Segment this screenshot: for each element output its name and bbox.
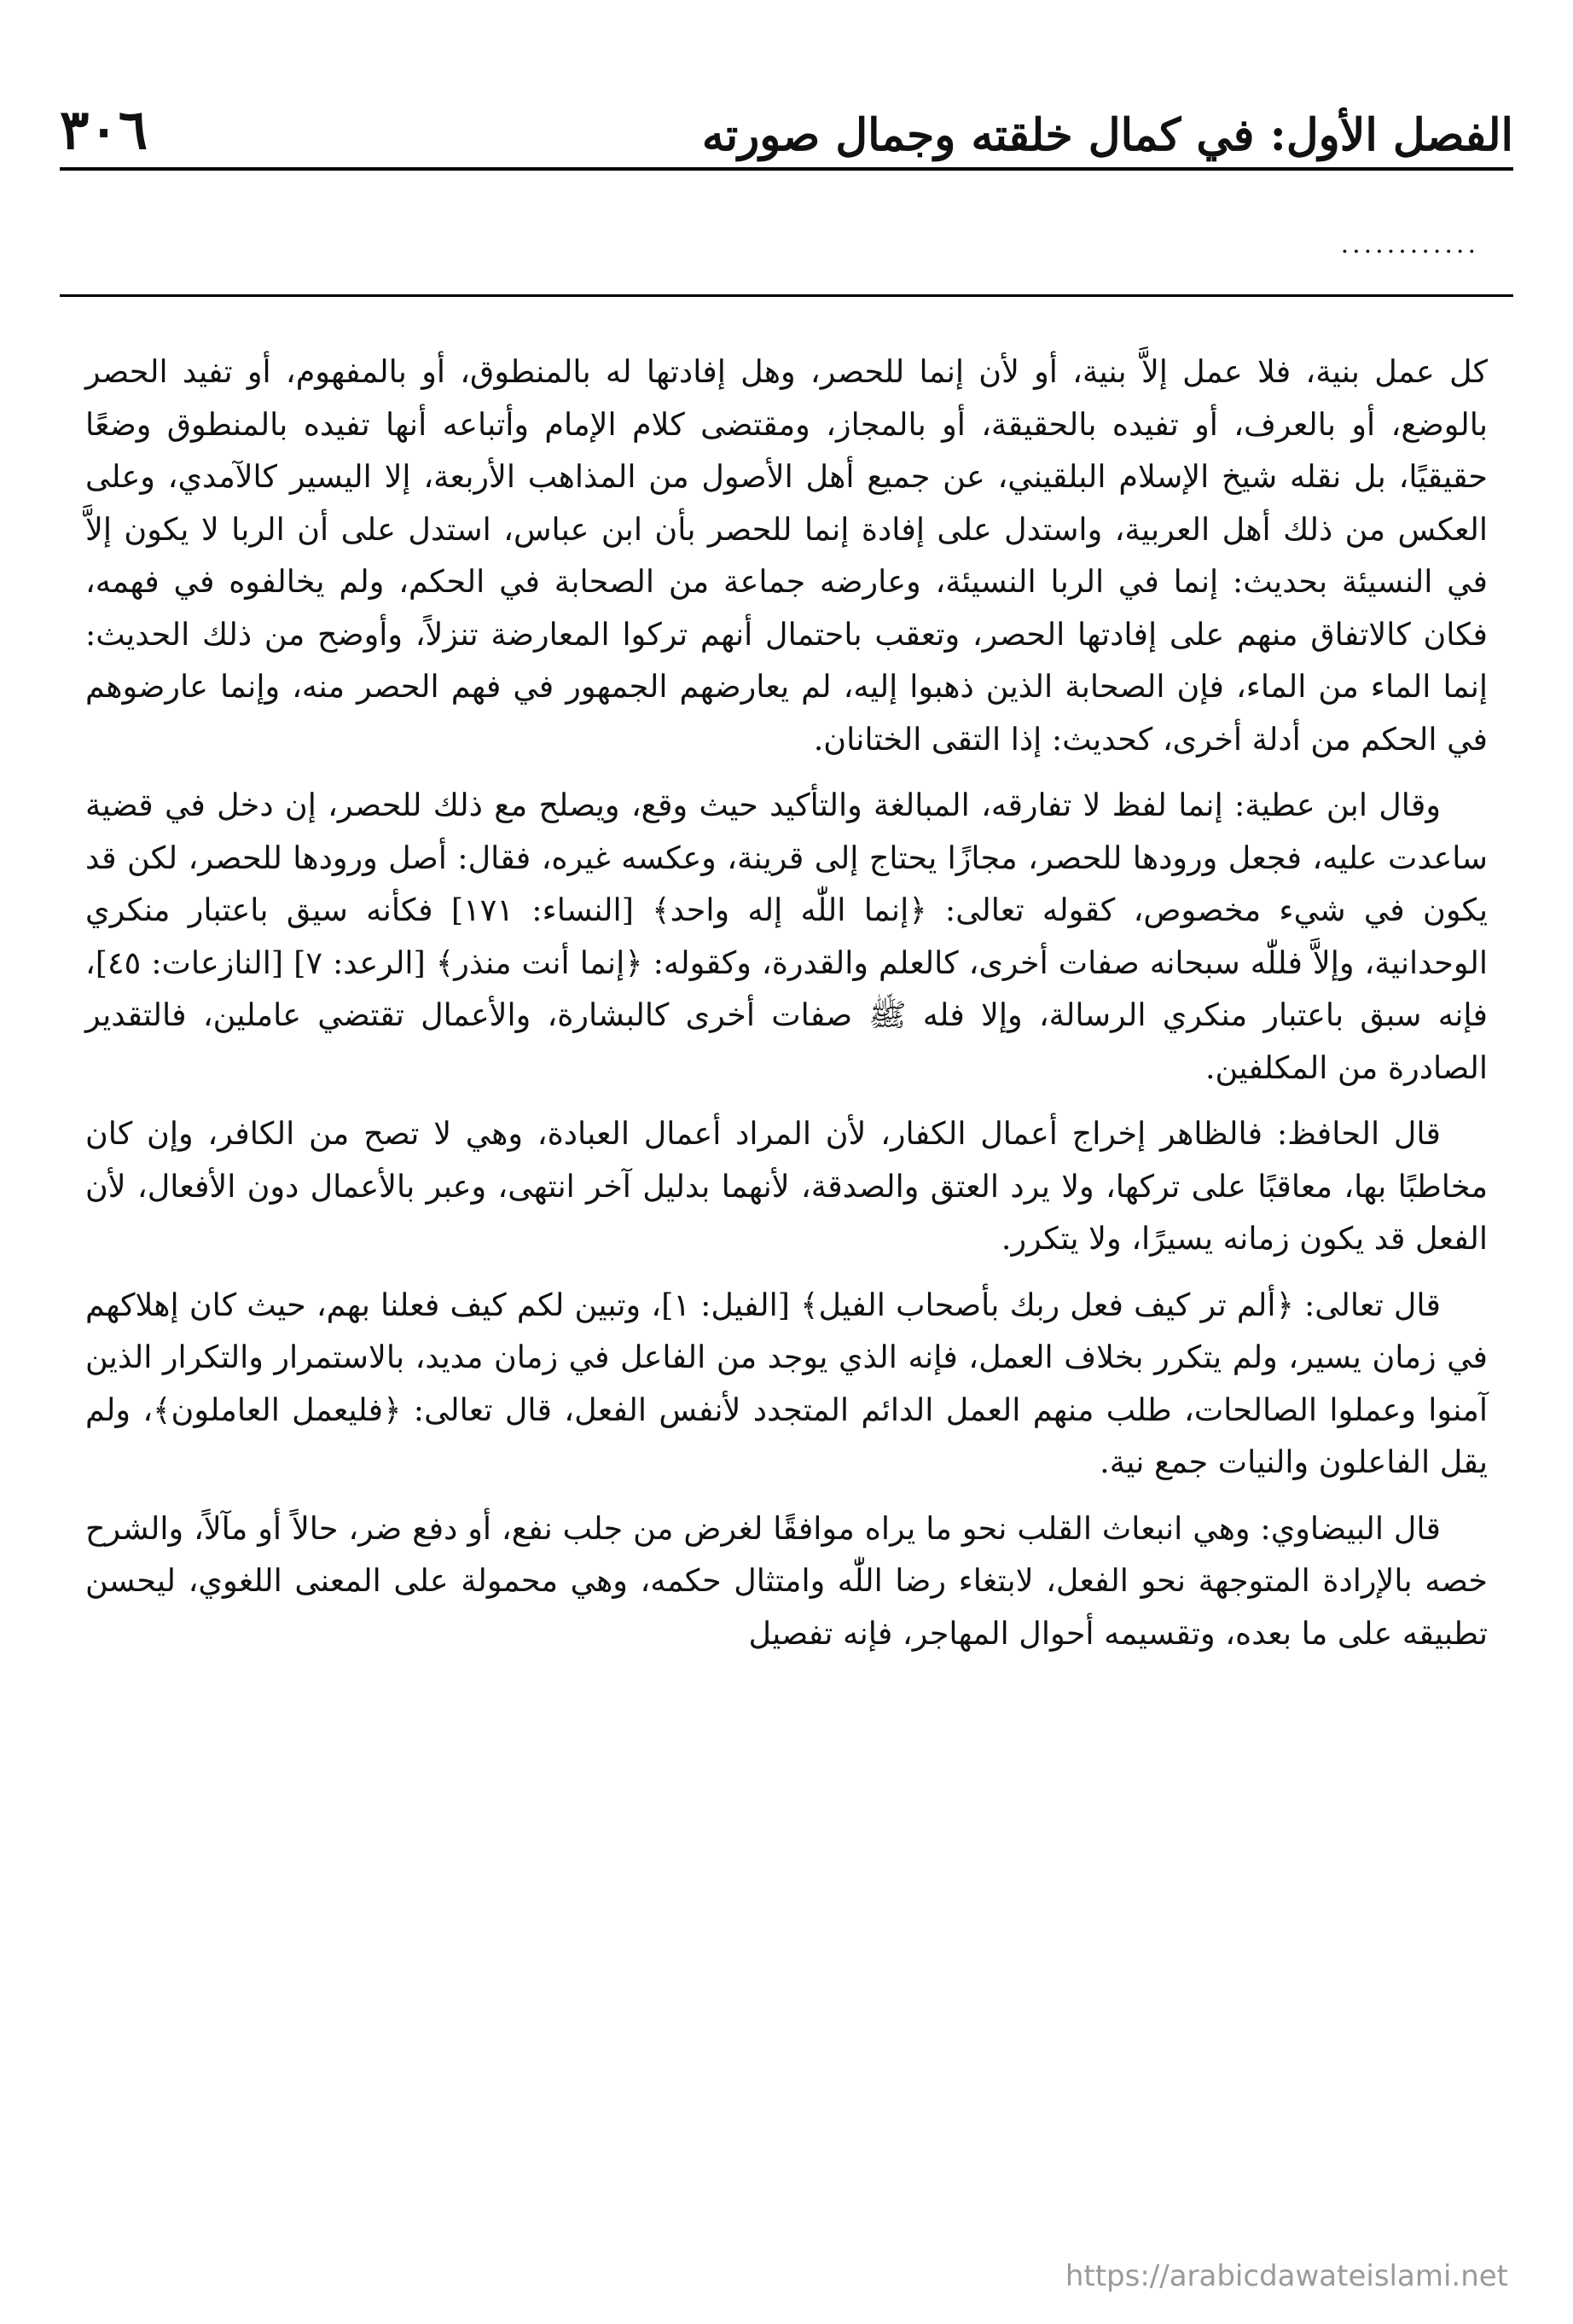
paragraph-5: قال البيضاوي: وهي انبعاث القلب نحو ما يراه موافقًا لغرض من جلب نفع، أو دفع ضر، حالاً أو مآلاً، والشرح خصه بالإرادة المتوجهة نحو الفعل، لابتغاء رضا اللّٰه وامتثال حكمه، وهي محمولة على المعنى اللغوي، ليحسن تطبيقه على ما بعده، وتقسيمه أحوال المهاجر، فإنه تفصيل [85, 1509, 1488, 1652]
header-rule [60, 167, 1513, 171]
paragraph-2: وقال ابن عطية: إنما لفظ لا تفارقه، المبالغة والتأكيد حيث وقع، ويصلح مع ذلك للحصر، إن دخل في قضية ساعدت عليه، فجعل ورودها للحصر، مجازًا يحتاج إلى قرينة، وعكسه غيره، فقال: أصل ورودها للحصر، لكن قد يكون في شيء مخصوص، كقوله تعالى: ﴿إنما اللّٰه إله واحد﴾ [النساء: ١٧١] فكأنه سيق باعتبار منكري الوحدانية، وإلاَّ فللّٰه سبحانه صفات أخرى، كالعلم والقدرة، وكقوله: ﴿إنما أنت منذر﴾ [الرعد: ٧] [النازعات: ٤٥]، فإنه سبق باعتبار منكري الرسالة، وإلا فله ﷺ صفات أخرى كالبشارة، والأعمال تقتضي عاملين، فالتقدير الصادرة من المكلفين. [85, 787, 1488, 1086]
page-number: ٣٠٦ [60, 98, 148, 162]
paragraph-3: قال الحافظ: فالظاهر إخراج أعمال الكفار، لأن المراد أعمال العبادة، وهي لا تصح من الكافر، وإن كان مخاطبًا بها، معاقبًا على تركها، ولا يرد العتق والصدقة، لأنهما بدليل آخر انتهى، وعبر بالأعمال دون الأفعال، لأن الفعل قد يكون زمانه يسيرًا، ولا يتكرر. [85, 1115, 1488, 1257]
watermark-url: https://arabicdawateislami.net [1065, 2259, 1508, 2293]
body-text [85, 346, 1488, 1673]
separator-dots: ............ [1340, 229, 1479, 259]
paragraph-4: قال تعالى: ﴿ألم تر كيف فعل ربك بأصحاب الفيل﴾ [الفيل: ١]، وتبين لكم كيف فعلنا بهم، حيث كان إهلاكهم في زمان يسير، ولم يتكرر بخلاف العمل، فإنه الذي يوجد من الفاعل في زمان مديد، بالاستمرار والتكرار الذين آمنوا وعملوا الصالحات، طلب منهم العمل الدائم المتجدد لأنفس الفعل، قال تعالى: ﴿فليعمل العاملون﴾، ولم يقل الفاعلون والنيات جمع نية. [85, 1286, 1488, 1480]
footnote-rule [60, 294, 1513, 297]
page-header [60, 77, 1513, 162]
paragraph-1: كل عمل بنية، فلا عمل إلاَّ بنية، أو لأن إنما للحصر، وهل إفادتها له بالمنطوق، أو بالمفهوم، أو تفيد الحصر بالوضع، أو بالعرف، أو تفيده بالحقيقة، أو بالمجاز، ومقتضى كلام الإمام وأتباعه أنها تفيده بالمنطوق وضعًا حقيقيًا، بل نقله شيخ الإسلام البلقيني، عن جميع أهل الأصول من المذاهب الأربعة، إلا اليسير كالآمدي، وعلى العكس من ذلك أهل العربية، واستدل على إفادة إنما للحصر بأن ابن عباس، استدل على أن الربا لا يكون إلاَّ في النسيئة بحديث: إنما في الربا النسيئة، وعارضه جماعة من الصحابة في الحكم، ولم يخالفوه في فهمه، فكان كالاتفاق منهم على إفادتها الحصر، وتعقب باحتمال أنهم تركوا المعارضة تنزلاً، وأوضح من ذلك الحديث: إنما الماء من الماء، فإن الصحابة الذين ذهبوا إليه، لم يعارضهم الجمهور في فهم الحصر منه، وإنما عارضوهم في الحكم من أدلة أخرى، كحديث: إذا التقى الختانان. [85, 353, 1488, 758]
running-title: الفصل الأول: في كمال خلقته وجمال صورته [701, 109, 1513, 161]
